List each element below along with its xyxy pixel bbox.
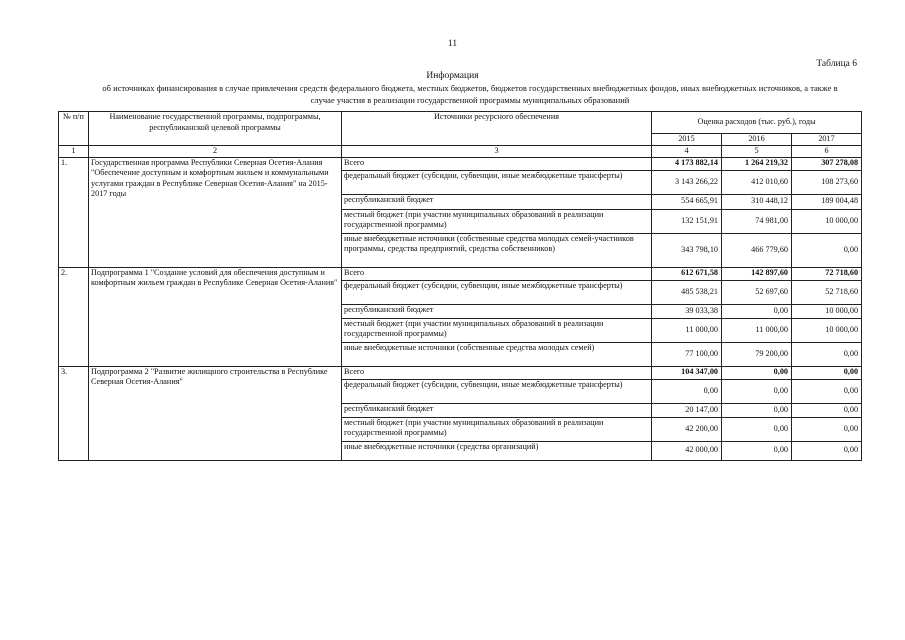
table-row [59,267,862,280]
header-sources: Источники ресурсного обеспечения [342,112,652,146]
col-number: 4 [652,146,722,158]
value-2016: 0,00 [722,417,792,441]
value-2015: 612 671,58 [652,267,722,280]
program-num: 1. [59,157,89,267]
value-2016: 0,00 [722,379,792,403]
col-number: 6 [792,146,862,158]
value-2015: 0,00 [652,379,722,403]
value-2017: 0,00 [792,441,862,460]
value-2015: 11 000,00 [652,318,722,342]
value-2015: 132 151,91 [652,209,722,233]
source-cell: местный бюджет (при участии муниципальных образований в реализации государственной программы) [342,209,652,233]
document-subtitle: об источниках финансирования в случае привлечения средств федерального бюджета, местных бюджетов, бюджетов государственных внебюджетных фондов, иных внебюджетных источников, а также в случае участия в реализации государственной программы муниципальных образований [102,83,838,105]
value-2015: 485 538,21 [652,280,722,304]
source-cell: местный бюджет (при участии муниципальных образований в реализации государственной программы) [342,318,652,342]
header-year-2017: 2017 [792,134,862,146]
col-number: 5 [722,146,792,158]
program-num: 3. [59,366,89,460]
value-2017: 0,00 [792,403,862,417]
value-2016: 0,00 [722,304,792,318]
value-2016: 11 000,00 [722,318,792,342]
value-2017: 307 278,08 [792,157,862,170]
source-cell: республиканский бюджет [342,304,652,318]
header-program-name: Наименование государственной программы, подпрограммы, республиканской целевой программы [89,112,342,146]
value-2016: 466 779,60 [722,233,792,267]
value-2016: 1 264 219,32 [722,157,792,170]
header-num: № п/п [59,112,89,146]
value-2017: 0,00 [792,379,862,403]
value-2016: 0,00 [722,441,792,460]
value-2016: 74 981,00 [722,209,792,233]
value-2017: 10 000,00 [792,304,862,318]
value-2016: 0,00 [722,403,792,417]
col-number: 2 [89,146,342,158]
program-name: Подпрограмма 2 "Развитие жилищного строительства в Республике Северная Осетия-Алания" [89,366,342,460]
source-cell: федеральный бюджет (субсидии, субвенции, иные межбюджетные трансферты) [342,379,652,403]
value-2017: 52 718,60 [792,280,862,304]
value-2015: 554 665,91 [652,194,722,209]
value-2017: 108 273,60 [792,170,862,194]
value-2015: 42 200,00 [652,417,722,441]
col-number: 3 [342,146,652,158]
value-2015: 77 100,00 [652,342,722,366]
source-cell: федеральный бюджет (субсидии, субвенции, иные межбюджетные трансферты) [342,280,652,304]
source-cell: иные внебюджетные источники (средства организаций) [342,441,652,460]
value-2016: 79 200,00 [722,342,792,366]
table-label: Таблица 6 [816,59,857,69]
value-2016: 142 897,60 [722,267,792,280]
table-body [59,157,862,460]
program-name: Государственная программа Республики Северная Осетия-Алания "Обеспечение доступным и комфортным жильем и коммунальными услугами граждан в Республике Северная Осетия-Алания" на 2015-2017 годы [89,157,342,267]
value-2015: 39 033,38 [652,304,722,318]
value-2017: 0,00 [792,366,862,379]
header-year-2015: 2015 [652,134,722,146]
value-2017: 72 718,60 [792,267,862,280]
value-2015: 42 000,00 [652,441,722,460]
value-2015: 20 147,00 [652,403,722,417]
value-2015: 104 347,00 [652,366,722,379]
source-cell: республиканский бюджет [342,403,652,417]
value-2015: 3 143 266,22 [652,170,722,194]
value-2015: 4 173 882,14 [652,157,722,170]
value-2016: 52 697,60 [722,280,792,304]
value-2017: 189 004,48 [792,194,862,209]
source-cell: местный бюджет (при участии муниципальных образований в реализации государственной программы) [342,417,652,441]
source-cell: Всего [342,157,652,170]
document-title: Информация [426,71,479,81]
value-2016: 412 010,60 [722,170,792,194]
value-2016: 310 448,12 [722,194,792,209]
value-2015: 343 798,10 [652,233,722,267]
value-2017: 10 000,00 [792,209,862,233]
value-2017: 0,00 [792,342,862,366]
table-row [59,366,862,379]
header-year-2016: 2016 [722,134,792,146]
source-cell: Всего [342,267,652,280]
value-2017: 0,00 [792,233,862,267]
source-cell: федеральный бюджет (субсидии, субвенции, иные межбюджетные трансферты) [342,170,652,194]
source-cell: иные внебюджетные источники (собственные средства молодых семей-участников программы, средства предприятий, средства собственников) [342,233,652,267]
table-row [59,157,862,170]
value-2017: 10 000,00 [792,318,862,342]
value-2017: 0,00 [792,417,862,441]
program-name: Подпрограмма 1 "Создание условий для обеспечения доступным и комфортным жильем граждан в Республике Северная Осетия-Алания" [89,267,342,366]
header-estimate: Оценка расходов (тыс. руб.), годы [652,112,862,134]
program-num: 2. [59,267,89,366]
value-2016: 0,00 [722,366,792,379]
source-cell: республиканский бюджет [342,194,652,209]
page-number: 11 [447,39,458,49]
source-cell: Всего [342,366,652,379]
financing-table [58,111,862,461]
source-cell: иные внебюджетные источники (собственные средства молодых семей) [342,342,652,366]
col-number: 1 [59,146,89,158]
